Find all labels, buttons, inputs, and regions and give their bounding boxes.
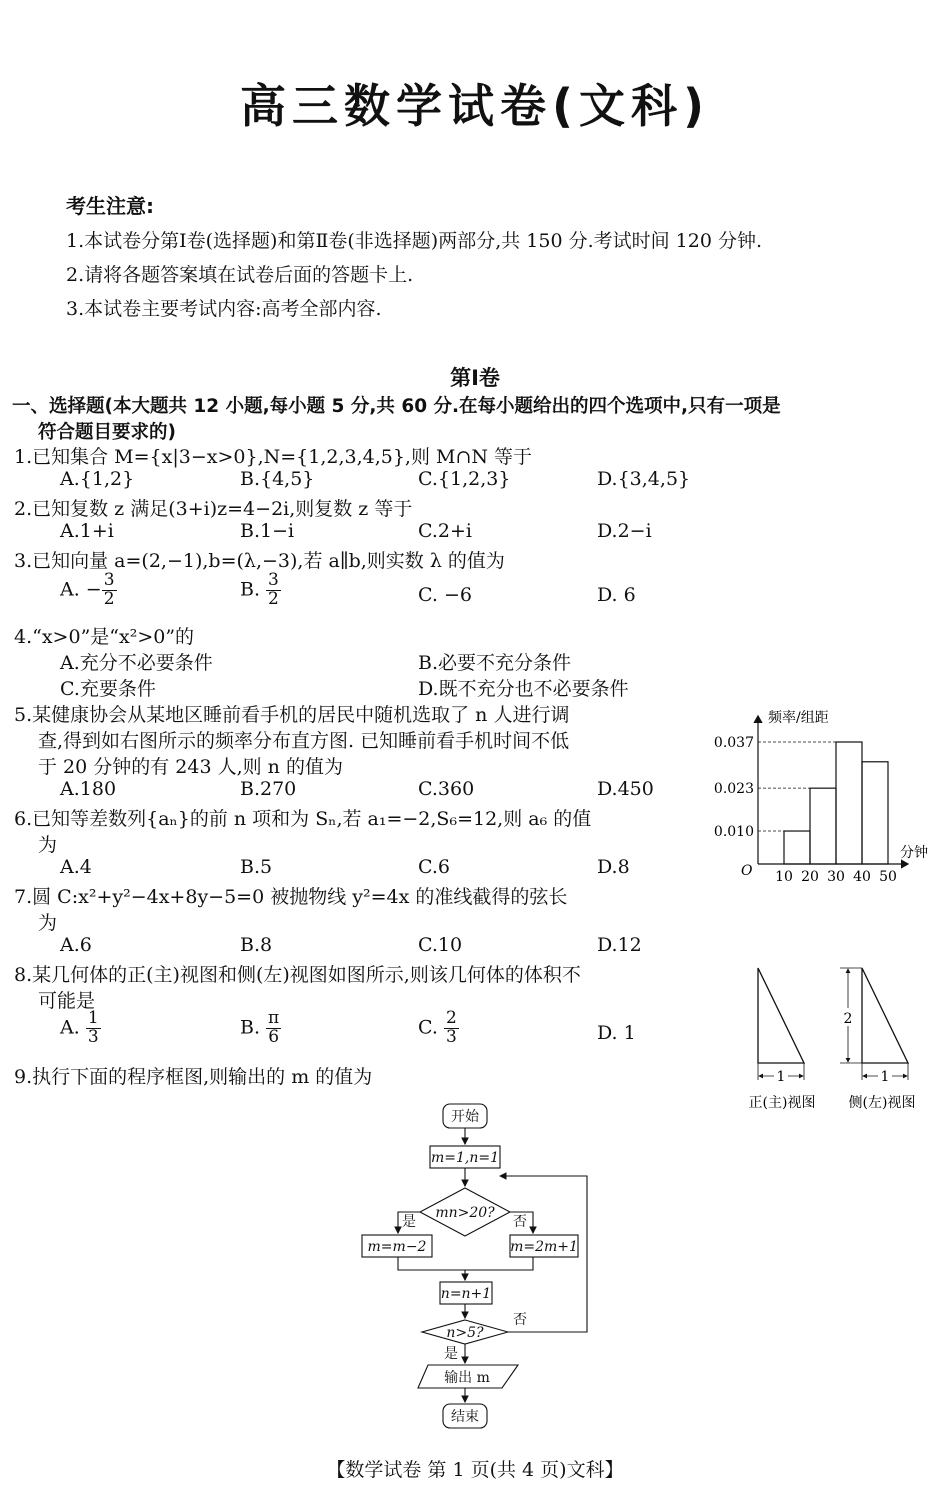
q3-option-d: D. 6 <box>597 584 636 606</box>
flow-condition2-label: n>5? <box>446 1325 484 1341</box>
page-title: 高三数学试卷(文科) <box>239 79 711 133</box>
q3-stem: 3.已知向量 a=(2,−1),b=(λ,−3),若 a∥b,则实数 λ 的值为 <box>14 550 505 572</box>
histogram-x-tick-label: 30 <box>827 869 845 885</box>
q8-option-a-numerator: 1 <box>87 1008 99 1028</box>
q8-option-c <box>418 1010 459 1047</box>
q1-option-c: C.{1,2,3} <box>418 468 511 490</box>
flow-end-label: 结束 <box>451 1409 479 1425</box>
flow-no-branch-label: m=2m+1 <box>510 1239 578 1255</box>
q8-option-b <box>240 1010 281 1047</box>
q3-option-a <box>60 572 117 609</box>
q1-stem: 1.已知集合 M={x|3−x>0},N={1,2,3,4,5},则 M∩N 等于 <box>14 446 533 468</box>
histogram-x-tick-label: 10 <box>775 869 793 885</box>
side-view-label: 侧(左)视图 <box>848 1095 916 1111</box>
side-view-triangle <box>862 968 908 1063</box>
q5-stem-line3: 于 20 分钟的有 243 人,则 n 的值为 <box>38 756 343 778</box>
q8-option-c-fraction <box>444 1010 459 1047</box>
histogram-bar-20-30 <box>810 788 836 864</box>
q2-option-b: B.1−i <box>240 520 295 542</box>
q3-option-c: C. −6 <box>418 584 472 606</box>
q4-option-d: D.既不充分也不必要条件 <box>418 678 629 700</box>
page-footer: 【数学试卷 第 1 页(共 4 页)文科】 <box>326 1459 624 1481</box>
q5-option-c: C.360 <box>418 778 475 800</box>
q5-stem-line2: 查,得到如右图所示的频率分布直方图. 已知睡前看手机时间不低 <box>38 730 570 752</box>
q6-option-a: A.4 <box>60 856 92 878</box>
front-width-label: 1 <box>776 1069 786 1085</box>
q7-option-a: A.6 <box>60 934 92 956</box>
q8-option-a-fraction <box>86 1010 101 1047</box>
flow-yes-label-1: 是 <box>402 1214 416 1230</box>
q7-stem-line1: 7.圆 C:x²+y²−4x+8y−5=0 被抛物线 y²=4x 的准线截得的弦长 <box>14 886 568 908</box>
q8-option-d: D. 1 <box>597 1022 636 1044</box>
q8-option-c-numerator: 2 <box>445 1008 457 1028</box>
q6-option-b: B.5 <box>240 856 273 878</box>
q3-option-b-numerator: 3 <box>268 570 279 590</box>
q6-stem-line2: 为 <box>38 834 58 856</box>
three-view-drawing <box>736 958 936 1118</box>
q3-option-b-denominator: 2 <box>268 588 279 609</box>
q8-option-b-fraction <box>266 1010 281 1047</box>
histogram-bar-40-50 <box>862 762 888 864</box>
front-view-triangle <box>758 968 804 1063</box>
q1-option-a: A.{1,2} <box>60 468 135 490</box>
q7-option-d: D.12 <box>597 934 642 956</box>
q8-option-c-prefix: C. <box>418 1016 444 1039</box>
histogram-y-label: 频率/组距 <box>768 710 829 726</box>
q8-option-b-denominator: 6 <box>268 1026 280 1047</box>
q8-option-b-numerator: π <box>268 1008 280 1028</box>
notice-heading: 考生注意: <box>66 194 154 218</box>
side-height-label: 2 <box>843 1011 853 1027</box>
histogram-x-tick-label: 50 <box>879 869 897 885</box>
histogram-bar-10-20 <box>784 831 810 864</box>
part1-instructions-line2: 符合题目要求的) <box>38 422 176 443</box>
q7-stem-line2: 为 <box>38 912 58 934</box>
q8-option-c-denominator: 3 <box>445 1026 457 1047</box>
histogram-y-tick-label: 0.010 <box>713 824 754 841</box>
histogram-x-label: 分钟 <box>900 845 928 861</box>
flow-start-label: 开始 <box>451 1109 479 1125</box>
part1-instructions-line1: 一、选择题(本大题共 12 小题,每小题 5 分,共 60 分.在每小题给出的四个选项中,只有一项是 <box>12 396 781 417</box>
q5-option-a: A.180 <box>60 778 117 800</box>
q2-option-d: D.2−i <box>597 520 652 542</box>
section-title: 第Ⅰ卷 <box>450 366 500 390</box>
histogram-origin-label: O <box>741 863 753 879</box>
front-view-label: 正(主)视图 <box>748 1095 816 1111</box>
flow-yes-label-2: 是 <box>444 1346 458 1362</box>
q8-option-a-prefix: A. <box>60 1016 86 1039</box>
q6-stem-line1: 6.已知等差数列{aₙ}的前 n 项和为 Sₙ,若 a₁=−2,S₆=12,则 a₆ 的值 <box>14 808 592 830</box>
q3-option-a-denominator: 2 <box>103 588 115 609</box>
q8-option-a <box>60 1010 101 1047</box>
q5-stem-line1: 5.某健康协会从某地区睡前看手机的居民中随机选取了 n 人进行调 <box>14 704 570 726</box>
q3-option-a-fraction <box>102 572 117 609</box>
q6-option-c: C.6 <box>418 856 450 878</box>
histogram-bar-30-40 <box>836 742 862 864</box>
q1-option-d: D.{3,4,5} <box>597 468 691 490</box>
q3-option-b <box>240 572 281 609</box>
flow-output-label: 输出 m <box>444 1370 490 1386</box>
q5-option-b: B.270 <box>240 778 297 800</box>
q4-option-a: A.充分不必要条件 <box>60 652 213 674</box>
q3-option-b-prefix: B. <box>240 578 267 601</box>
q6-option-d: D.8 <box>597 856 630 878</box>
histogram-y-tick-label: 0.023 <box>713 781 754 798</box>
q8-option-b-prefix: B. <box>240 1016 267 1039</box>
q5-option-d: D.450 <box>597 778 654 800</box>
histogram-y-tick-label: 0.037 <box>713 735 754 751</box>
q2-option-a: A.1+i <box>60 520 114 542</box>
q3-option-b-fraction <box>266 572 281 609</box>
flow-no-label-2: 否 <box>513 1312 527 1328</box>
q2-option-c: C.2+i <box>418 520 472 542</box>
flow-condition1-label: mn>20? <box>435 1205 495 1221</box>
side-width-label: 1 <box>880 1069 890 1085</box>
q3-option-a-numerator: 3 <box>103 570 115 590</box>
flow-init-label: m=1,n=1 <box>430 1150 500 1166</box>
flow-increment-label: n=n+1 <box>440 1286 492 1302</box>
q8-stem-line1: 8.某几何体的正(主)视图和侧(左)视图如图所示,则该几何体的体积不 <box>14 964 581 986</box>
q8-option-a-denominator: 3 <box>87 1026 99 1047</box>
flow-no-label-1: 否 <box>513 1214 527 1230</box>
histogram-x-tick-label: 20 <box>801 869 819 885</box>
flow-yes-branch-label: m=m−2 <box>367 1239 427 1255</box>
q3-option-a-prefix: A. − <box>60 578 102 601</box>
q2-stem: 2.已知复数 z 满足(3+i)z=4−2i,则复数 z 等于 <box>14 498 413 520</box>
q7-option-c: C.10 <box>418 934 463 956</box>
q4-option-c: C.充要条件 <box>60 678 156 700</box>
q4-stem: 4.“x>0”是“x²>0”的 <box>14 626 195 648</box>
notice-item-2: 2.请将各题答案填在试卷后面的答题卡上. <box>66 264 414 286</box>
q9-stem: 9.执行下面的程序框图,则输出的 m 的值为 <box>14 1066 373 1088</box>
q8-stem-line2: 可能是 <box>38 990 96 1012</box>
frequency-histogram <box>708 700 944 890</box>
q4-option-b: B.必要不充分条件 <box>418 652 572 674</box>
notice-item-3: 3.本试卷主要考试内容:高考全部内容. <box>66 298 382 320</box>
q7-option-b: B.8 <box>240 934 273 956</box>
q1-option-b: B.{4,5} <box>240 468 315 490</box>
program-flowchart <box>350 1098 610 1432</box>
histogram-x-tick-label: 40 <box>853 869 871 885</box>
notice-item-1: 1.本试卷分第Ⅰ卷(选择题)和第Ⅱ卷(非选择题)两部分,共 150 分.考试时间 120 分钟. <box>66 230 763 252</box>
